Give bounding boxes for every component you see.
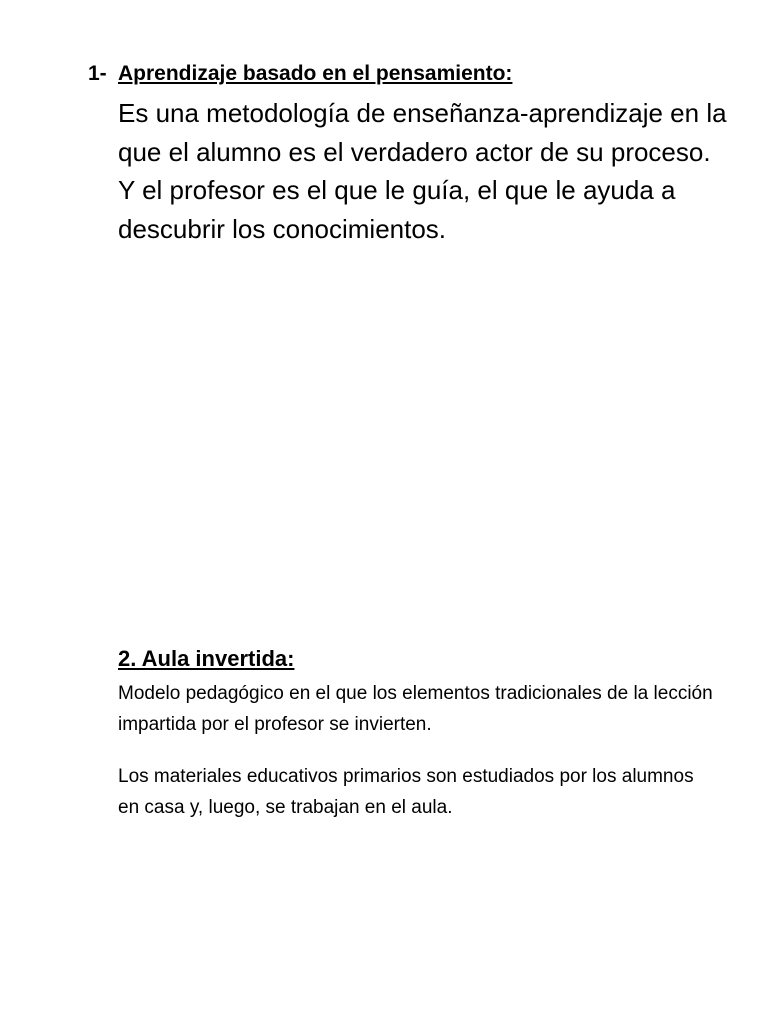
section-2-title: 2. Aula invertida:	[118, 646, 295, 671]
section-1-heading	[88, 62, 512, 86]
section-2-paragraph-2: Los materiales educativos primarios son estudiados por los alumnos en casa y, luego, se trabajan en el aula.	[118, 766, 694, 818]
section-1-title: Aprendizaje basado en el pensamiento:	[118, 62, 513, 85]
section-1-number: 1-	[88, 62, 107, 85]
section-2-paragraph-1: Modelo pedagógico en el que los elementos tradicionales de la lección impartida por el profesor se invierten.	[118, 683, 713, 735]
section-1-paragraph: Es una metodología de enseñanza-aprendizaje en la que el alumno es el verdadero actor de su proceso. Y el profesor es el que le guía, el que le ayuda a descubrir los conocimientos.	[118, 98, 727, 244]
